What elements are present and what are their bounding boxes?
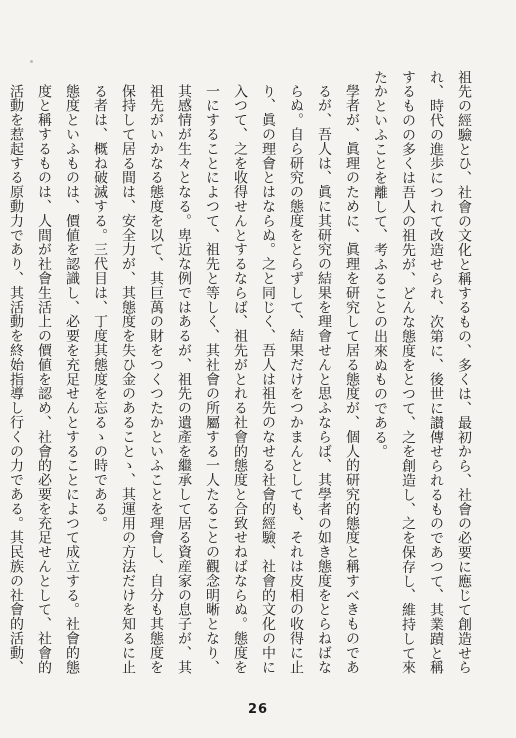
scan-speck — [30, 60, 33, 63]
paragraph-2: 學者が、眞理のために、眞理を研究して居る態度が、個人的研究的態度と稱すべきものであるが、吾人は、眞に其研究の結果を理會せんと思ふならば、其學者の如き態度をとらねばならぬ。自ら研究の態度をとらずして、結果だけをつかまんとしても、それは皮相の收得に止り、眞の理會とはならぬ。之と同じく、吾人は祖先のなせる社會的經驗、社會的文化の中に入つて、之を收得せんとするならば、祖先がとれる社會的態度と合致せねばならぬ。態度を一にすることによつて、祖先と等しく、其社會の所屬する一人たることの觀念明晰となり、其感情が生々となる。卑近な例ではあるが、祖先の遺產を繼承して居る資産家の息子が、其祖先がいかなる態度を以て、其巨萬の財をつくつたかといふことを理會し、自分も其態度を保持して居る間は、安全力が、其態度を失ひ金のあることゝ、其運用の方法だけを知るに止る者は、概ね破滅する。三代目は、丁度其態度を忘るゝの時である。 — [92, 84, 360, 675]
page-number: 26 — [247, 702, 269, 717]
paragraph-1: 祖先の經驗とひ、社會の文化と稱するもの、多くは、最初から、社會の必要に應じて創造せられ、時代の進歩につれて改造せられ、次第に、後世に讃傳せられるものであつて、其業蹟と稱するものの多くは吾人の祖先が、どんな態度をとつて、之を創造し、之を保存し、維持して來たかといふことを離して、考ふることの出來ぬものである。 — [372, 70, 472, 675]
paragraph-3: 態度といふものは、價値を認識し、必要を充足せんとすることによつて成立する。社會的態度と稱するものは、人間が社會生活上の價値を認め、社會的必要を充足せんとして、社會的活動を惹起する原動力であり、其活動を終始指導し行くの力である。其民族の社會的活動、 — [8, 84, 80, 675]
vertical-text-body — [8, 70, 478, 676]
